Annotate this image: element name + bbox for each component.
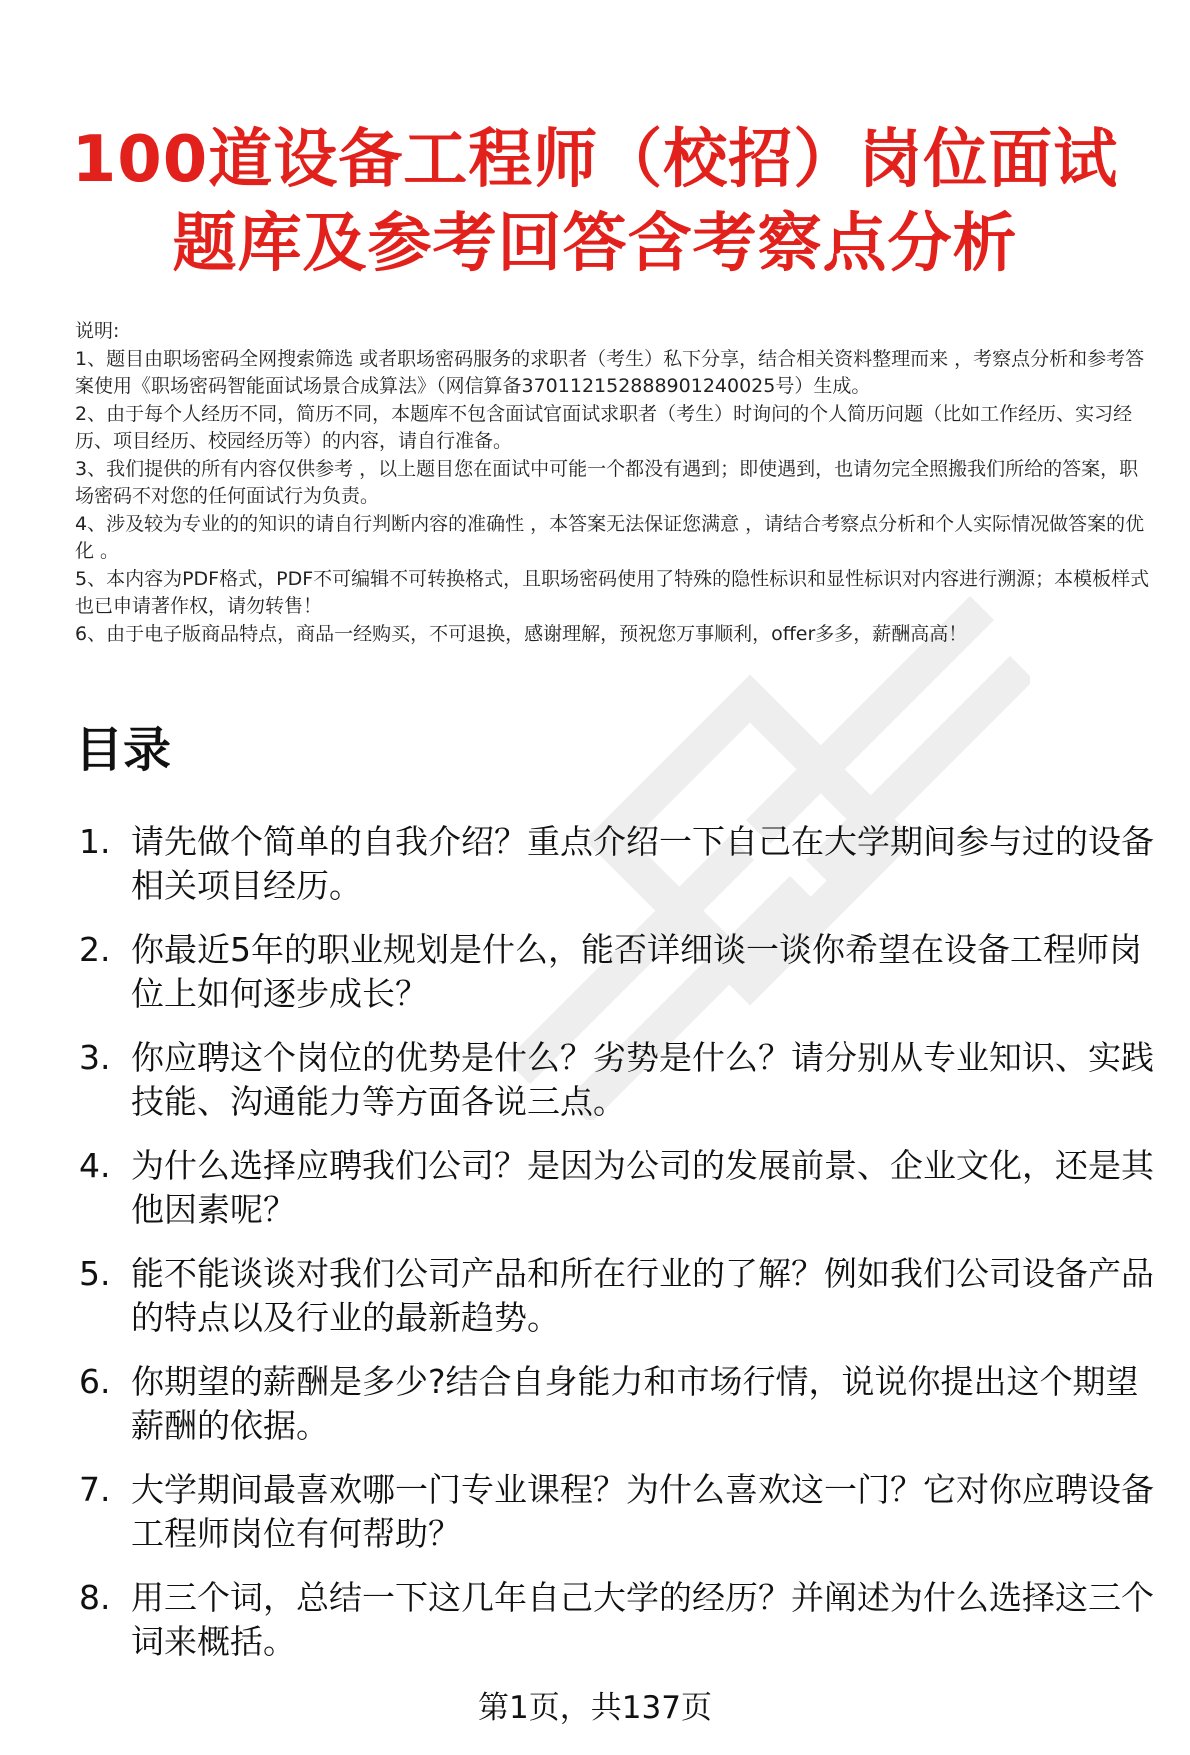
disclaimer-notes — [75, 318, 1155, 648]
toc-item — [75, 1576, 1165, 1664]
toc-item-number: 1. — [79, 822, 111, 861]
toc-item-text: 你期望的薪酬是多少?结合自身能力和市场行情，说说你提出这个期望薪酬的依据。 — [131, 1362, 1139, 1445]
toc-item-number: 7. — [79, 1470, 111, 1509]
title-line-1: 100道设备工程师（校招）岗位面试 — [71, 123, 1119, 197]
toc-item — [75, 1468, 1165, 1556]
note-item: 4、涉及较为专业的的知识的请自行判断内容的准确性 ，本答案无法保证您满意 ，请结合考察点分析和个人实际情况做答案的优化 。 — [75, 512, 1145, 562]
toc-item-number: 6. — [79, 1362, 111, 1401]
notes-heading: 说明: — [75, 320, 120, 342]
toc-item-number: 2. — [79, 930, 111, 969]
note-item: 2、由于每个人经历不同，简历不同，本题库不包含面试官面试求职者（考生）时询问的个人简历问题（比如工作经历、实习经历、项目经历、校园经历等）的内容，请自行准备。 — [75, 402, 1133, 452]
toc-item — [75, 820, 1165, 908]
toc-item-text: 为什么选择应聘我们公司？是因为公司的发展前景、企业文化，还是其他因素呢？ — [131, 1146, 1154, 1229]
note-item: 3、我们提供的所有内容仅供参考 ，以上题目您在面试中可能一个都没有遇到；即使遇到，也请勿完全照搬我们所给的答案，职场密码不对您的任何面试行为负责。 — [75, 457, 1139, 507]
toc-heading: 目录 — [75, 722, 172, 778]
note-item: 5、本内容为PDF格式，PDF不可编辑不可转换格式，且职场密码使用了特殊的隐性标识和显性标识对内容进行溯源；本模板样式也已申请著作权，请勿转售！ — [75, 567, 1150, 617]
toc-item-number: 4. — [79, 1146, 111, 1185]
toc-item — [75, 1036, 1165, 1124]
toc-item-number: 5. — [79, 1254, 111, 1293]
note-item: 1、题目由职场密码全网搜索筛选 或者职场密码服务的求职者（考生）私下分享，结合相关资料整理而来 ，考察点分析和参考答案使用《职场密码智能面试场景合成算法》（网信算备370112152888901240025号）生成。 — [75, 347, 1145, 397]
toc-list — [75, 820, 1165, 1684]
toc-item-text: 能不能谈谈对我们公司产品和所在行业的了解？例如我们公司设备产品的特点以及行业的最新趋势。 — [131, 1254, 1154, 1337]
note-item: 6、由于电子版商品特点，商品一经购买，不可退换，感谢理解，预祝您万事顺利，offer多多，薪酬高高！ — [75, 622, 968, 645]
toc-item — [75, 1252, 1165, 1340]
page-footer: 第1页，共137页 — [478, 1690, 712, 1726]
toc-item — [75, 1144, 1165, 1232]
title-line-2: 题库及参考回答含考察点分析 — [172, 207, 1018, 281]
toc-item-text: 用三个词，总结一下这几年自己大学的经历？并阐述为什么选择这三个词来概括。 — [131, 1578, 1154, 1661]
toc-item-text: 大学期间最喜欢哪一门专业课程？为什么喜欢这一门？它对你应聘设备工程师岗位有何帮助？ — [131, 1470, 1154, 1553]
document-title — [40, 118, 1150, 286]
toc-item-number: 8. — [79, 1578, 111, 1617]
toc-item — [75, 928, 1165, 1016]
toc-item — [75, 1360, 1165, 1448]
toc-item-number: 3. — [79, 1038, 111, 1077]
toc-item-text: 请先做个简单的自我介绍？重点介绍一下自己在大学期间参与过的设备相关项目经历。 — [131, 822, 1154, 905]
toc-item-text: 你最近5年的职业规划是什么，能否详细谈一谈你希望在设备工程师岗位上如何逐步成长？ — [131, 930, 1142, 1013]
toc-item-text: 你应聘这个岗位的优势是什么？劣势是什么？请分别从专业知识、实践技能、沟通能力等方面各说三点。 — [131, 1038, 1154, 1121]
